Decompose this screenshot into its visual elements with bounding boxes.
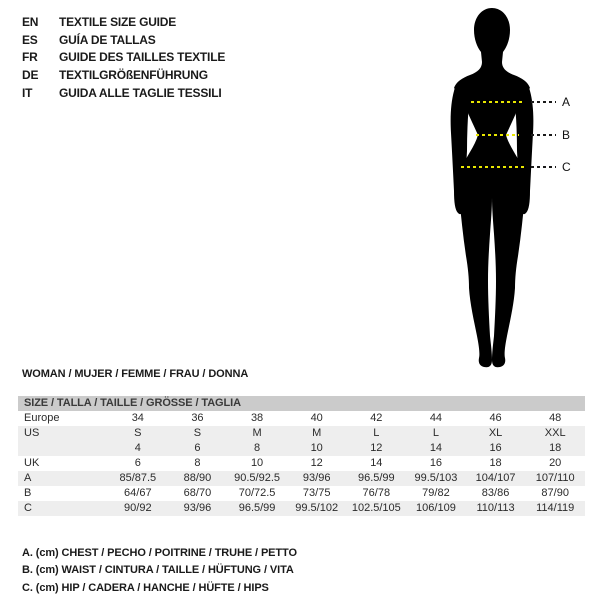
- size-cell: 90.5/92.5: [234, 472, 280, 484]
- row-label: UK: [24, 457, 40, 469]
- row-label: A: [24, 472, 32, 484]
- hip-marker-label: C: [562, 160, 571, 174]
- size-cell: 104/107: [475, 472, 516, 484]
- size-cell: 79/82: [422, 487, 450, 499]
- size-cell: 20: [549, 457, 562, 469]
- measurement-legend: [22, 545, 297, 597]
- row-label: US: [24, 427, 40, 439]
- size-cell: 10: [250, 457, 264, 469]
- size-cell: 102.5/105: [351, 502, 401, 514]
- size-cell: L: [373, 427, 380, 439]
- size-cell: 14: [370, 457, 383, 469]
- size-cell: 85/87.5: [119, 472, 157, 484]
- chest-measure-line: [471, 101, 523, 103]
- size-cell: 18: [549, 442, 562, 454]
- size-cell: 40: [310, 412, 323, 424]
- size-cell: 12: [310, 457, 323, 469]
- table-row-us: [18, 426, 585, 441]
- size-cell: 90/92: [124, 502, 152, 514]
- table-row-europe: [18, 411, 585, 426]
- size-cell: 4: [134, 442, 141, 454]
- row-label: Europe: [24, 412, 60, 424]
- size-cell: M: [252, 427, 262, 439]
- size-cell: 99.5/103: [414, 472, 458, 484]
- language-code: ES: [22, 32, 38, 47]
- language-code: FR: [22, 50, 38, 65]
- size-cell: 48: [549, 412, 562, 424]
- legend-chest: A. (cm) CHEST / PECHO / POITRINE / TRUHE / PETTO: [22, 547, 297, 559]
- language-code: IT: [22, 85, 33, 100]
- language-code: DE: [22, 67, 39, 82]
- table-row-hip: [18, 501, 585, 516]
- legend-hip: C. (cm) HIP / CADERA / HANCHE / HÜFTE / HIPS: [22, 581, 269, 594]
- size-cell: 12: [370, 442, 383, 454]
- size-cell: 96.5/99: [357, 472, 395, 484]
- size-cell: 76/78: [362, 487, 391, 499]
- size-cell: 36: [191, 412, 204, 424]
- size-cell: 42: [370, 412, 383, 424]
- size-cell: 114/119: [536, 502, 575, 514]
- hip-measure-line: [461, 166, 524, 168]
- hip-measure-connector: [531, 166, 556, 168]
- size-cell: 18: [489, 457, 502, 469]
- size-cell: 93/96: [183, 502, 212, 514]
- size-cell: XXL: [544, 427, 566, 439]
- size-cell: 87/90: [541, 487, 569, 499]
- section-title: WOMAN / MUJER / FEMME / FRAU / DONNA: [22, 368, 249, 380]
- table-row-uk: [18, 456, 585, 471]
- size-cell: 8: [254, 442, 261, 454]
- table-row-us-numeric: [18, 441, 585, 456]
- size-cell: 106/109: [416, 502, 456, 514]
- size-cell: L: [432, 427, 439, 439]
- row-label: B: [24, 487, 32, 499]
- size-cell: 38: [250, 412, 264, 424]
- size-cell: 68/70: [183, 487, 212, 499]
- size-cell: 6: [194, 442, 201, 454]
- size-cell: 16: [489, 442, 502, 454]
- size-cell: 8: [194, 457, 201, 469]
- size-cell: M: [312, 427, 322, 439]
- language-title: TEXTILGRÖßENFÜHRUNG: [59, 67, 208, 82]
- size-table-header: SIZE / TALLA / TAILLE / GRÖSSE / TAGLIA: [18, 396, 585, 411]
- waist-measure-connector: [531, 134, 556, 136]
- chest-measure-connector: [531, 101, 556, 103]
- language-title: GUÍA DE TALLAS: [59, 32, 156, 47]
- legend-waist: B. (cm) WAIST / CINTURA / TAILLE / HÜFTUNG / VITA: [22, 564, 294, 577]
- size-cell: 16: [429, 457, 443, 469]
- size-cell: 14: [429, 442, 443, 454]
- size-cell: XL: [488, 427, 503, 439]
- woman-silhouette: [418, 6, 571, 371]
- language-title: TEXTILE SIZE GUIDE: [59, 14, 177, 29]
- language-title: GUIDE DES TAILLES TEXTILE: [59, 50, 226, 65]
- table-row-waist: [18, 486, 585, 501]
- size-cell: 73/75: [302, 487, 331, 499]
- size-cell: 46: [489, 412, 502, 424]
- size-cell: S: [134, 427, 142, 439]
- size-cell: 88/90: [183, 472, 212, 484]
- size-cell: 107/110: [535, 472, 575, 484]
- waist-marker-label: B: [562, 128, 571, 142]
- size-cell: 110/113: [476, 502, 515, 514]
- size-cell: 83/86: [481, 487, 510, 499]
- size-table: [18, 396, 585, 516]
- size-cell: 10: [310, 442, 323, 454]
- size-cell: 96.5/99: [238, 502, 276, 514]
- size-cell: 99.5/102: [295, 502, 339, 514]
- row-label: [18, 441, 108, 456]
- language-title: GUIDA ALLE TAGLIE TESSILI: [59, 85, 222, 100]
- chest-marker-label: A: [562, 95, 571, 109]
- row-label: C: [24, 502, 32, 514]
- waist-measure-line: [476, 134, 519, 136]
- size-cell: 6: [134, 457, 141, 469]
- table-row-chest: [18, 471, 585, 486]
- size-cell: 44: [429, 412, 443, 424]
- size-cell: 93/96: [302, 472, 331, 484]
- size-cell: 64/67: [124, 487, 152, 499]
- language-code: EN: [22, 14, 39, 29]
- size-cell: 70/72.5: [238, 487, 276, 499]
- size-cell: 34: [131, 412, 144, 424]
- size-cell: S: [193, 427, 202, 439]
